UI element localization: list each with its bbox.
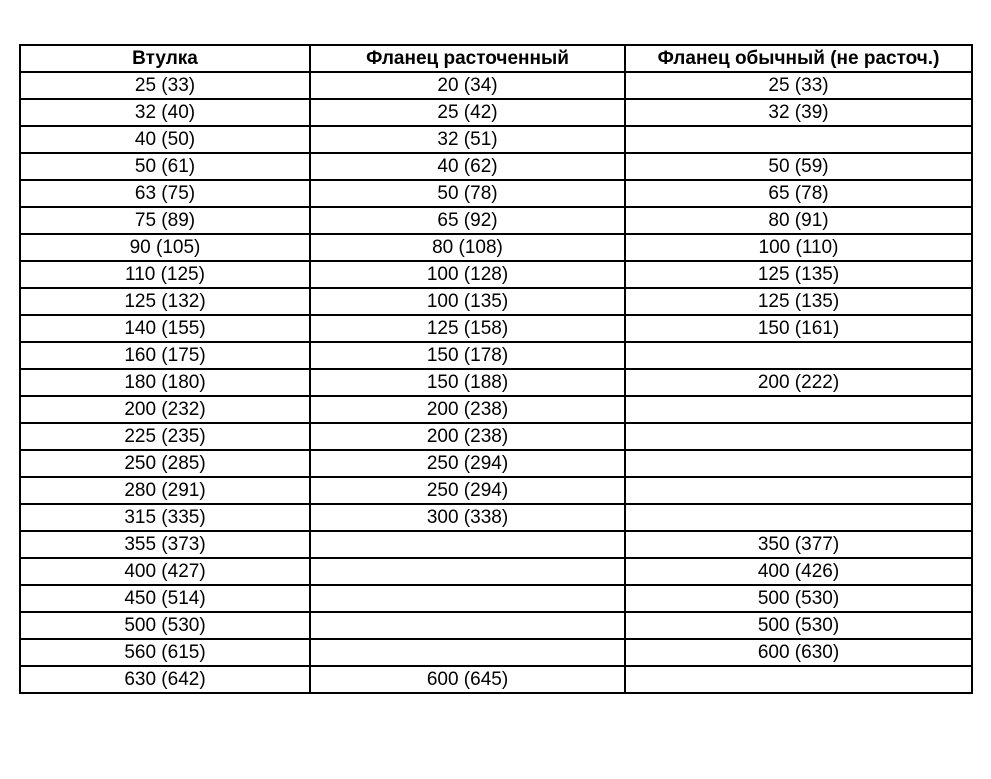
table-row — [20, 126, 972, 153]
cell-bushing: 355 (373) — [20, 531, 310, 558]
cell-regular-flange: 125 (135) — [625, 288, 972, 315]
cell-bored-flange: 80 (108) — [310, 234, 625, 261]
cell-regular-flange: 100 (110) — [625, 234, 972, 261]
header-regular-flange: Фланец обычный (не расточ.) — [625, 45, 972, 72]
cell-bushing: 63 (75) — [20, 180, 310, 207]
table-row — [20, 639, 972, 666]
cell-regular-flange: 125 (135) — [625, 261, 972, 288]
table-row — [20, 180, 972, 207]
cell-bushing: 315 (335) — [20, 504, 310, 531]
table-row — [20, 234, 972, 261]
cell-bored-flange: 250 (294) — [310, 477, 625, 504]
cell-bushing: 90 (105) — [20, 234, 310, 261]
cell-bored-flange: 200 (238) — [310, 423, 625, 450]
header-bushing: Втулка — [20, 45, 310, 72]
cell-regular-flange: 65 (78) — [625, 180, 972, 207]
cell-regular-flange — [625, 342, 972, 369]
cell-bushing: 25 (33) — [20, 72, 310, 99]
cell-bushing: 50 (61) — [20, 153, 310, 180]
cell-regular-flange: 500 (530) — [625, 612, 972, 639]
cell-bored-flange: 150 (188) — [310, 369, 625, 396]
cell-bushing: 450 (514) — [20, 585, 310, 612]
cell-bored-flange: 150 (178) — [310, 342, 625, 369]
cell-bushing: 500 (530) — [20, 612, 310, 639]
cell-regular-flange — [625, 396, 972, 423]
cell-bushing: 160 (175) — [20, 342, 310, 369]
cell-bored-flange — [310, 612, 625, 639]
cell-regular-flange — [625, 423, 972, 450]
table-row — [20, 450, 972, 477]
table-row — [20, 531, 972, 558]
table-row — [20, 504, 972, 531]
cell-regular-flange: 200 (222) — [625, 369, 972, 396]
cell-regular-flange — [625, 126, 972, 153]
cell-regular-flange: 500 (530) — [625, 585, 972, 612]
cell-bushing: 560 (615) — [20, 639, 310, 666]
table-row — [20, 423, 972, 450]
cell-bushing: 250 (285) — [20, 450, 310, 477]
table-row — [20, 207, 972, 234]
table-row — [20, 153, 972, 180]
header-bored-flange: Фланец расточенный — [310, 45, 625, 72]
cell-bushing: 75 (89) — [20, 207, 310, 234]
cell-bored-flange: 100 (135) — [310, 288, 625, 315]
table-row — [20, 612, 972, 639]
cell-bushing: 280 (291) — [20, 477, 310, 504]
cell-bored-flange: 300 (338) — [310, 504, 625, 531]
cell-bored-flange: 250 (294) — [310, 450, 625, 477]
table-row — [20, 477, 972, 504]
cell-regular-flange: 400 (426) — [625, 558, 972, 585]
cell-bushing: 180 (180) — [20, 369, 310, 396]
cell-regular-flange: 350 (377) — [625, 531, 972, 558]
cell-bored-flange: 100 (128) — [310, 261, 625, 288]
table-body — [20, 72, 972, 693]
table-row — [20, 261, 972, 288]
sizes-table-container — [19, 44, 973, 694]
cell-bushing: 32 (40) — [20, 99, 310, 126]
cell-bored-flange: 600 (645) — [310, 666, 625, 693]
cell-bored-flange: 25 (42) — [310, 99, 625, 126]
cell-bushing: 125 (132) — [20, 288, 310, 315]
cell-bushing: 140 (155) — [20, 315, 310, 342]
table-row — [20, 99, 972, 126]
cell-regular-flange: 25 (33) — [625, 72, 972, 99]
table-row — [20, 369, 972, 396]
cell-bored-flange: 20 (34) — [310, 72, 625, 99]
cell-regular-flange: 600 (630) — [625, 639, 972, 666]
cell-regular-flange — [625, 666, 972, 693]
cell-bored-flange: 32 (51) — [310, 126, 625, 153]
cell-regular-flange — [625, 450, 972, 477]
cell-bushing: 200 (232) — [20, 396, 310, 423]
cell-regular-flange: 32 (39) — [625, 99, 972, 126]
cell-regular-flange: 50 (59) — [625, 153, 972, 180]
cell-regular-flange: 80 (91) — [625, 207, 972, 234]
table-row — [20, 558, 972, 585]
cell-bushing: 110 (125) — [20, 261, 310, 288]
table-row — [20, 396, 972, 423]
cell-bushing: 630 (642) — [20, 666, 310, 693]
cell-bored-flange — [310, 585, 625, 612]
table-row — [20, 342, 972, 369]
cell-bored-flange — [310, 639, 625, 666]
cell-regular-flange: 150 (161) — [625, 315, 972, 342]
table-row — [20, 288, 972, 315]
table-row — [20, 72, 972, 99]
cell-bored-flange — [310, 558, 625, 585]
table-row — [20, 315, 972, 342]
cell-bushing: 225 (235) — [20, 423, 310, 450]
cell-bushing: 400 (427) — [20, 558, 310, 585]
cell-bored-flange: 125 (158) — [310, 315, 625, 342]
sizes-table — [19, 44, 973, 694]
cell-bored-flange: 50 (78) — [310, 180, 625, 207]
cell-bored-flange — [310, 531, 625, 558]
cell-regular-flange — [625, 504, 972, 531]
cell-regular-flange — [625, 477, 972, 504]
cell-bored-flange: 200 (238) — [310, 396, 625, 423]
cell-bushing: 40 (50) — [20, 126, 310, 153]
cell-bored-flange: 65 (92) — [310, 207, 625, 234]
cell-bored-flange: 40 (62) — [310, 153, 625, 180]
table-header-row — [20, 45, 972, 72]
table-row — [20, 666, 972, 693]
table-row — [20, 585, 972, 612]
